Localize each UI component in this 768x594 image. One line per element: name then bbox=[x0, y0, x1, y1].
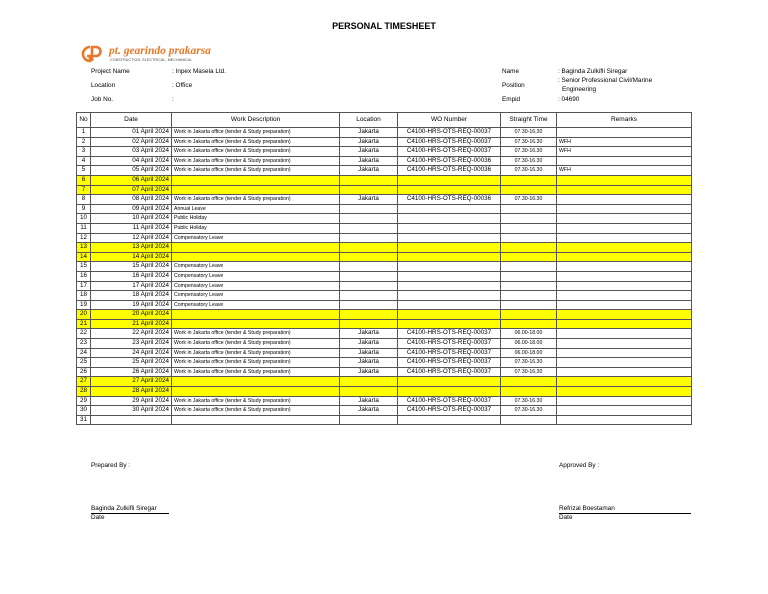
cell-no: 31 bbox=[77, 415, 91, 425]
cell-work-description: Compensatory Leave bbox=[172, 233, 340, 243]
cell-straight-time: 06.00-18.00 bbox=[501, 329, 557, 339]
cell-remarks bbox=[557, 415, 692, 425]
cell-date: 17 April 2024 bbox=[91, 281, 172, 291]
cell-straight-time: 07.30-16.30 bbox=[501, 128, 557, 138]
cell-location: Jakarta bbox=[340, 348, 398, 358]
cell-location: Jakarta bbox=[340, 166, 398, 176]
cell-wo-number: C4100-HRS-OTS-REQ-00037 bbox=[398, 367, 501, 377]
cell-date: 22 April 2024 bbox=[91, 329, 172, 339]
cell-no: 21 bbox=[77, 319, 91, 329]
table-row bbox=[77, 348, 692, 358]
cell-wo-number: C4100-HRS-OTS-REQ-00037 bbox=[398, 329, 501, 339]
position-value-line1: : Senior Professional Civil/Marine bbox=[558, 77, 653, 84]
cell-location: Jakarta bbox=[340, 367, 398, 377]
cell-remarks bbox=[557, 281, 692, 291]
cell-straight-time: 07.30-16.30 bbox=[501, 406, 557, 416]
cell-date: 07 April 2024 bbox=[91, 185, 172, 195]
cell-no: 3 bbox=[77, 147, 91, 157]
cell-wo-number: C4100-HRS-OTS-REQ-00036 bbox=[398, 166, 501, 176]
cell-no: 11 bbox=[77, 223, 91, 233]
cell-no: 26 bbox=[77, 367, 91, 377]
cell-date: 05 April 2024 bbox=[91, 166, 172, 176]
cell-date: 19 April 2024 bbox=[91, 300, 172, 310]
cell-location bbox=[340, 319, 398, 329]
cell-wo-number bbox=[398, 204, 501, 214]
cell-straight-time bbox=[501, 252, 557, 262]
prepared-by-label: Prepared By : bbox=[91, 462, 131, 469]
cell-work-description bbox=[172, 387, 340, 397]
cell-date: 30 April 2024 bbox=[91, 406, 172, 416]
cell-date: 21 April 2024 bbox=[91, 319, 172, 329]
project-label: Project Name bbox=[91, 68, 130, 75]
page-title: PERSONAL TIMESHEET bbox=[332, 21, 436, 31]
table-row bbox=[77, 223, 692, 233]
cell-straight-time bbox=[501, 185, 557, 195]
cell-remarks bbox=[557, 204, 692, 214]
cell-date: 18 April 2024 bbox=[91, 291, 172, 301]
cell-wo-number bbox=[398, 281, 501, 291]
timesheet-body bbox=[77, 128, 692, 425]
table-row bbox=[77, 166, 692, 176]
cell-straight-time bbox=[501, 204, 557, 214]
cell-remarks bbox=[557, 406, 692, 416]
cell-work-description: Public Holiday bbox=[172, 223, 340, 233]
cell-remarks bbox=[557, 339, 692, 349]
cell-remarks bbox=[557, 185, 692, 195]
cell-no: 22 bbox=[77, 329, 91, 339]
cell-wo-number: C4100-HRS-OTS-REQ-00036 bbox=[398, 195, 501, 205]
empid-value: : 04690 bbox=[558, 96, 580, 103]
cell-date: 15 April 2024 bbox=[91, 262, 172, 272]
cell-remarks bbox=[557, 243, 692, 253]
cell-wo-number bbox=[398, 243, 501, 253]
cell-work-description bbox=[172, 415, 340, 425]
cell-location: Jakarta bbox=[340, 147, 398, 157]
cell-straight-time bbox=[501, 377, 557, 387]
cell-straight-time bbox=[501, 262, 557, 272]
company-tagline: CONSTRUCTION, ELECTRICAL, MECHANICAL bbox=[110, 58, 193, 62]
cell-no: 23 bbox=[77, 339, 91, 349]
column-header-straight-time: Straight Time bbox=[501, 113, 557, 128]
cell-work-description: Work in Jakarta office (tender & Study preparation) bbox=[172, 367, 340, 377]
cell-location: Jakarta bbox=[340, 406, 398, 416]
cell-remarks bbox=[557, 156, 692, 166]
cell-straight-time bbox=[501, 175, 557, 185]
cell-wo-number bbox=[398, 387, 501, 397]
table-row bbox=[77, 406, 692, 416]
cell-wo-number: C4100-HRS-OTS-REQ-00036 bbox=[398, 156, 501, 166]
column-header-wo-number: WO Number bbox=[398, 113, 501, 128]
cell-date: 03 April 2024 bbox=[91, 147, 172, 157]
cell-no: 6 bbox=[77, 175, 91, 185]
cell-no: 14 bbox=[77, 252, 91, 262]
company-logo bbox=[80, 44, 280, 66]
cell-remarks: WFH bbox=[557, 166, 692, 176]
cell-location bbox=[340, 310, 398, 320]
cell-work-description: Work in Jakarta office (tender & Study preparation) bbox=[172, 156, 340, 166]
cell-remarks bbox=[557, 396, 692, 406]
cell-date: 01 April 2024 bbox=[91, 128, 172, 138]
cell-location bbox=[340, 214, 398, 224]
table-row bbox=[77, 185, 692, 195]
cell-remarks bbox=[557, 195, 692, 205]
column-header-no: No bbox=[77, 113, 91, 128]
table-row bbox=[77, 339, 692, 349]
cell-no: 30 bbox=[77, 406, 91, 416]
table-header-row bbox=[77, 113, 692, 128]
project-value: : Inpex Masela Ltd. bbox=[172, 68, 226, 75]
cell-location bbox=[340, 252, 398, 262]
position-value-line2: Engineering bbox=[562, 86, 597, 93]
cell-no: 18 bbox=[77, 291, 91, 301]
cell-location bbox=[340, 291, 398, 301]
cell-straight-time bbox=[501, 415, 557, 425]
cell-date: 14 April 2024 bbox=[91, 252, 172, 262]
cell-wo-number bbox=[398, 214, 501, 224]
cell-wo-number bbox=[398, 175, 501, 185]
table-row bbox=[77, 367, 692, 377]
cell-wo-number: C4100-HRS-OTS-REQ-00037 bbox=[398, 348, 501, 358]
cell-remarks: WFH bbox=[557, 147, 692, 157]
table-row bbox=[77, 233, 692, 243]
cell-no: 16 bbox=[77, 271, 91, 281]
table-row bbox=[77, 137, 692, 147]
cell-no: 4 bbox=[77, 156, 91, 166]
cell-wo-number: C4100-HRS-OTS-REQ-00037 bbox=[398, 147, 501, 157]
cell-work-description: Compensatory Leave bbox=[172, 262, 340, 272]
cell-date: 27 April 2024 bbox=[91, 377, 172, 387]
cell-work-description: Work in Jakarta office (tender & Study preparation) bbox=[172, 358, 340, 368]
cell-no: 8 bbox=[77, 195, 91, 205]
cell-wo-number bbox=[398, 223, 501, 233]
cell-location bbox=[340, 175, 398, 185]
cell-date: 02 April 2024 bbox=[91, 137, 172, 147]
cell-straight-time bbox=[501, 310, 557, 320]
cell-wo-number bbox=[398, 300, 501, 310]
cell-no: 20 bbox=[77, 310, 91, 320]
table-row bbox=[77, 262, 692, 272]
cell-wo-number bbox=[398, 271, 501, 281]
cell-work-description: Compensatory Leave bbox=[172, 271, 340, 281]
cell-wo-number: C4100-HRS-OTS-REQ-00037 bbox=[398, 406, 501, 416]
cell-wo-number bbox=[398, 291, 501, 301]
cell-wo-number bbox=[398, 233, 501, 243]
table-row bbox=[77, 243, 692, 253]
cell-location: Jakarta bbox=[340, 329, 398, 339]
cell-remarks bbox=[557, 367, 692, 377]
cell-straight-time: 07.30-16.30 bbox=[501, 137, 557, 147]
cell-work-description bbox=[172, 243, 340, 253]
cell-work-description: Public Holiday bbox=[172, 214, 340, 224]
cell-no: 28 bbox=[77, 387, 91, 397]
cell-straight-time bbox=[501, 233, 557, 243]
cell-location bbox=[340, 281, 398, 291]
cell-work-description: Work in Jakarta office (tender & Study preparation) bbox=[172, 329, 340, 339]
cell-wo-number bbox=[398, 252, 501, 262]
cell-work-description: Work in Jakarta office (tender & Study preparation) bbox=[172, 195, 340, 205]
cell-straight-time: 07.30-16.30 bbox=[501, 358, 557, 368]
cell-location bbox=[340, 271, 398, 281]
cell-date: 09 April 2024 bbox=[91, 204, 172, 214]
cell-remarks bbox=[557, 348, 692, 358]
cell-location: Jakarta bbox=[340, 137, 398, 147]
table-row bbox=[77, 281, 692, 291]
cell-work-description bbox=[172, 310, 340, 320]
cell-date bbox=[91, 415, 172, 425]
cell-straight-time: 06.00-18.00 bbox=[501, 348, 557, 358]
table-row bbox=[77, 252, 692, 262]
cell-wo-number bbox=[398, 319, 501, 329]
cell-work-description: Compensatory Leave bbox=[172, 291, 340, 301]
cell-location: Jakarta bbox=[340, 128, 398, 138]
cell-work-description bbox=[172, 377, 340, 387]
cell-work-description: Work in Jakarta office (tender & Study preparation) bbox=[172, 147, 340, 157]
cell-no: 2 bbox=[77, 137, 91, 147]
cell-date: 23 April 2024 bbox=[91, 339, 172, 349]
cell-straight-time bbox=[501, 281, 557, 291]
column-header-remarks: Remarks bbox=[557, 113, 692, 128]
cell-work-description: Compensatory Leave bbox=[172, 281, 340, 291]
table-row bbox=[77, 387, 692, 397]
cell-no: 10 bbox=[77, 214, 91, 224]
prepared-by-name: Baginda Zulkifli Siregar bbox=[91, 505, 157, 512]
table-row bbox=[77, 300, 692, 310]
location-value: : Office bbox=[172, 82, 193, 89]
table-row bbox=[77, 195, 692, 205]
cell-straight-time bbox=[501, 243, 557, 253]
cell-remarks bbox=[557, 377, 692, 387]
cell-location bbox=[340, 185, 398, 195]
cell-date: 29 April 2024 bbox=[91, 396, 172, 406]
cell-location bbox=[340, 243, 398, 253]
cell-location bbox=[340, 262, 398, 272]
cell-location: Jakarta bbox=[340, 156, 398, 166]
cell-date: 06 April 2024 bbox=[91, 175, 172, 185]
cell-wo-number: C4100-HRS-OTS-REQ-00037 bbox=[398, 128, 501, 138]
approved-by-label: Approved By : bbox=[559, 462, 600, 469]
cell-location: Jakarta bbox=[340, 396, 398, 406]
cell-date: 13 April 2024 bbox=[91, 243, 172, 253]
cell-work-description: Work in Jakarta office (tender & Study preparation) bbox=[172, 396, 340, 406]
cell-location bbox=[340, 300, 398, 310]
cell-straight-time: 07.30-16.30 bbox=[501, 367, 557, 377]
approved-date-label: Date bbox=[559, 514, 573, 521]
table-row bbox=[77, 310, 692, 320]
cell-remarks bbox=[557, 262, 692, 272]
cell-wo-number bbox=[398, 262, 501, 272]
cell-straight-time bbox=[501, 300, 557, 310]
cell-wo-number bbox=[398, 185, 501, 195]
cell-straight-time: 06.00-18.00 bbox=[501, 339, 557, 349]
cell-wo-number: C4100-HRS-OTS-REQ-00037 bbox=[398, 137, 501, 147]
gearindo-logo-icon bbox=[80, 44, 104, 64]
cell-no: 29 bbox=[77, 396, 91, 406]
cell-remarks bbox=[557, 233, 692, 243]
cell-date: 26 April 2024 bbox=[91, 367, 172, 377]
cell-remarks bbox=[557, 291, 692, 301]
cell-straight-time bbox=[501, 387, 557, 397]
cell-work-description bbox=[172, 185, 340, 195]
cell-wo-number bbox=[398, 377, 501, 387]
cell-work-description bbox=[172, 319, 340, 329]
cell-wo-number bbox=[398, 310, 501, 320]
cell-straight-time: 07.30-16.30 bbox=[501, 156, 557, 166]
cell-straight-time bbox=[501, 214, 557, 224]
cell-work-description bbox=[172, 252, 340, 262]
cell-work-description: Work in Jakarta office (tender & Study preparation) bbox=[172, 137, 340, 147]
cell-wo-number bbox=[398, 415, 501, 425]
cell-straight-time: 07.30-16.30 bbox=[501, 195, 557, 205]
cell-date: 08 April 2024 bbox=[91, 195, 172, 205]
cell-straight-time bbox=[501, 271, 557, 281]
column-header-location: Location bbox=[340, 113, 398, 128]
cell-wo-number: C4100-HRS-OTS-REQ-00037 bbox=[398, 339, 501, 349]
cell-remarks bbox=[557, 310, 692, 320]
position-label: Position bbox=[502, 82, 525, 89]
table-row bbox=[77, 214, 692, 224]
location-label: Location bbox=[91, 82, 116, 89]
cell-remarks bbox=[557, 358, 692, 368]
table-row bbox=[77, 175, 692, 185]
cell-remarks bbox=[557, 319, 692, 329]
cell-no: 17 bbox=[77, 281, 91, 291]
cell-location bbox=[340, 204, 398, 214]
cell-straight-time bbox=[501, 223, 557, 233]
cell-date: 04 April 2024 bbox=[91, 156, 172, 166]
cell-work-description: Work in Jakarta office (tender & Study preparation) bbox=[172, 166, 340, 176]
cell-remarks bbox=[557, 387, 692, 397]
cell-work-description: Work in Jakarta office (tender & Study preparation) bbox=[172, 128, 340, 138]
cell-no: 7 bbox=[77, 185, 91, 195]
cell-remarks bbox=[557, 252, 692, 262]
cell-remarks bbox=[557, 271, 692, 281]
cell-remarks: WFH bbox=[557, 137, 692, 147]
cell-remarks bbox=[557, 175, 692, 185]
cell-work-description: Work in Jakarta office (tender & Study preparation) bbox=[172, 348, 340, 358]
cell-remarks bbox=[557, 223, 692, 233]
cell-straight-time: 07.30-16.30 bbox=[501, 166, 557, 176]
job-label: Job No. bbox=[91, 96, 114, 103]
column-header-work-description: Work Description bbox=[172, 113, 340, 128]
cell-date: 25 April 2024 bbox=[91, 358, 172, 368]
table-row bbox=[77, 128, 692, 138]
table-row bbox=[77, 319, 692, 329]
cell-straight-time: 07.30-16.30 bbox=[501, 147, 557, 157]
cell-location: Jakarta bbox=[340, 358, 398, 368]
cell-wo-number: C4100-HRS-OTS-REQ-00037 bbox=[398, 396, 501, 406]
cell-no: 9 bbox=[77, 204, 91, 214]
cell-work-description bbox=[172, 175, 340, 185]
table-row bbox=[77, 271, 692, 281]
cell-location bbox=[340, 387, 398, 397]
cell-remarks bbox=[557, 329, 692, 339]
table-row bbox=[77, 396, 692, 406]
cell-no: 5 bbox=[77, 166, 91, 176]
cell-no: 25 bbox=[77, 358, 91, 368]
cell-straight-time: 07.30-16.30 bbox=[501, 396, 557, 406]
table-row bbox=[77, 204, 692, 214]
cell-remarks bbox=[557, 214, 692, 224]
cell-no: 12 bbox=[77, 233, 91, 243]
cell-location: Jakarta bbox=[340, 195, 398, 205]
cell-work-description: Work in Jakarta office (tender & Study preparation) bbox=[172, 339, 340, 349]
cell-no: 27 bbox=[77, 377, 91, 387]
cell-date: 16 April 2024 bbox=[91, 271, 172, 281]
approved-signature-line bbox=[559, 513, 691, 514]
company-name: pt. gearindo prakarsa bbox=[109, 45, 211, 57]
cell-no: 1 bbox=[77, 128, 91, 138]
table-row bbox=[77, 358, 692, 368]
cell-wo-number: C4100-HRS-OTS-REQ-00037 bbox=[398, 358, 501, 368]
table-row bbox=[77, 156, 692, 166]
cell-no: 19 bbox=[77, 300, 91, 310]
cell-no: 13 bbox=[77, 243, 91, 253]
cell-location bbox=[340, 223, 398, 233]
cell-location: Jakarta bbox=[340, 339, 398, 349]
cell-location bbox=[340, 233, 398, 243]
cell-date: 24 April 2024 bbox=[91, 348, 172, 358]
cell-straight-time bbox=[501, 291, 557, 301]
approved-by-name: Refrizal Boestaman bbox=[559, 505, 615, 512]
cell-work-description: Annual Leave bbox=[172, 204, 340, 214]
table-row bbox=[77, 147, 692, 157]
cell-date: 11 April 2024 bbox=[91, 223, 172, 233]
cell-work-description: Work in Jakarta office (tender & Study preparation) bbox=[172, 406, 340, 416]
table-row bbox=[77, 415, 692, 425]
cell-location bbox=[340, 415, 398, 425]
column-header-date: Date bbox=[91, 113, 172, 128]
cell-date: 12 April 2024 bbox=[91, 233, 172, 243]
cell-no: 15 bbox=[77, 262, 91, 272]
cell-remarks bbox=[557, 300, 692, 310]
cell-no: 24 bbox=[77, 348, 91, 358]
job-value: : bbox=[172, 96, 174, 103]
cell-date: 10 April 2024 bbox=[91, 214, 172, 224]
empid-label: Empid bbox=[502, 96, 521, 103]
cell-date: 28 April 2024 bbox=[91, 387, 172, 397]
timesheet-table bbox=[76, 112, 692, 425]
name-value: : Baginda Zulkifli Siregar bbox=[558, 68, 628, 75]
prepared-date-label: Date bbox=[91, 514, 105, 521]
cell-date: 20 April 2024 bbox=[91, 310, 172, 320]
cell-straight-time bbox=[501, 319, 557, 329]
cell-remarks bbox=[557, 128, 692, 138]
cell-location bbox=[340, 377, 398, 387]
cell-work-description: Compensatory Leave bbox=[172, 300, 340, 310]
table-row bbox=[77, 291, 692, 301]
name-label: Name bbox=[502, 68, 520, 75]
table-row bbox=[77, 329, 692, 339]
table-row bbox=[77, 377, 692, 387]
